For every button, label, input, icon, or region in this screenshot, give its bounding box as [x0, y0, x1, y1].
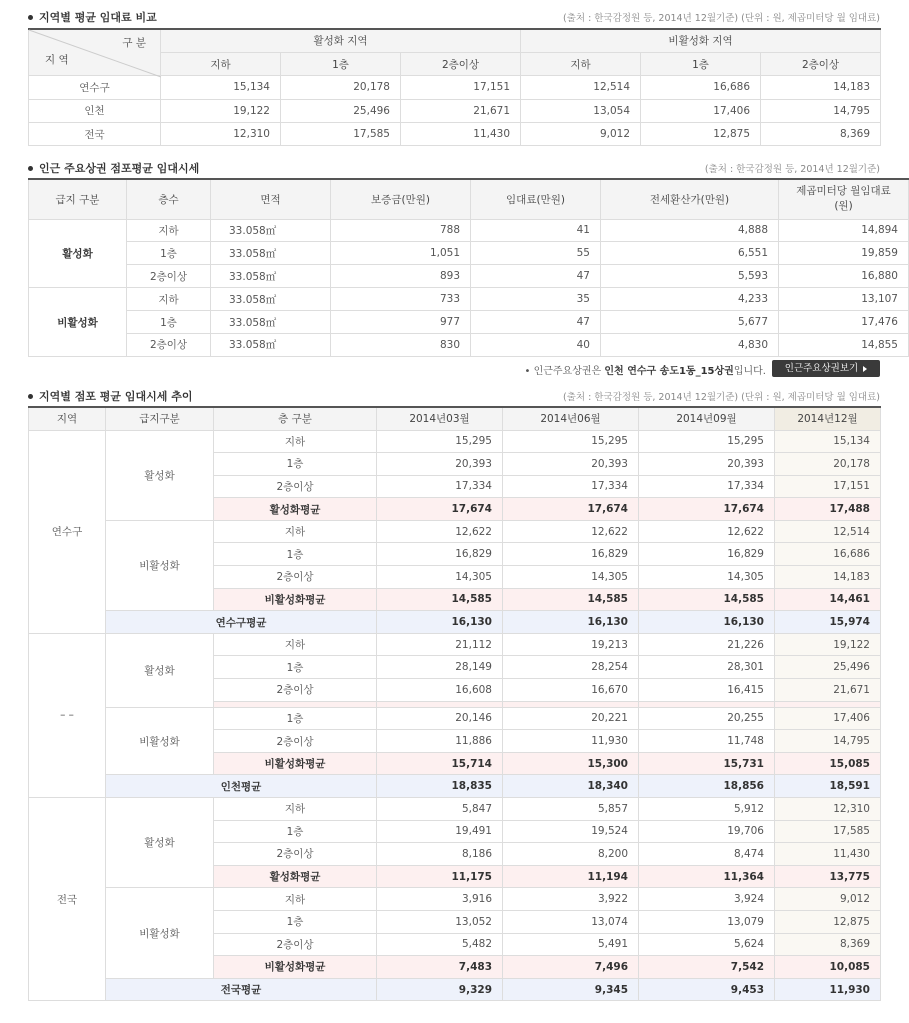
subtotal-value: 15,731: [639, 752, 775, 775]
value-cell: 21,671: [775, 679, 881, 702]
value-cell: 5,677: [601, 311, 779, 334]
floor-cell: 2층이상: [214, 475, 377, 498]
area-cell: 33.058㎡: [211, 288, 331, 311]
table-row: [29, 333, 909, 356]
region-total-value: 18,340: [503, 775, 639, 798]
section1-title: 지역별 평균 임대료 비교: [28, 9, 157, 25]
floor-cell: 지하: [127, 288, 211, 311]
floor-cell: 지하: [214, 633, 377, 656]
table-row: [29, 123, 881, 146]
value-cell: 17,334: [377, 475, 503, 498]
value-cell: 14,305: [377, 566, 503, 589]
value-cell: 17,406: [641, 99, 761, 122]
value-cell: 20,393: [503, 453, 639, 476]
value-cell: 19,524: [503, 820, 639, 843]
region-total-row: [29, 611, 881, 634]
section1-source: (출처 : 한국감정원 등, 2014년 12월기준) (단위 : 원, 제곱미터당 월 임대료): [563, 13, 880, 24]
column-header: 지역: [29, 407, 106, 430]
section3-title: 지역별 점포 평균 임대시세 추이: [28, 388, 192, 404]
value-cell: 13,079: [639, 910, 775, 933]
subtotal-value: 15,300: [503, 752, 639, 775]
value-cell: 16,880: [779, 265, 909, 288]
value-cell: 11,886: [377, 730, 503, 753]
column-header: 2014년09월: [639, 407, 775, 430]
value-cell: 12,622: [377, 520, 503, 543]
value-cell: 19,122: [161, 99, 281, 122]
value-cell: 16,829: [639, 543, 775, 566]
region-total-label: 인천평균: [106, 775, 377, 798]
floor-cell: 1층: [214, 910, 377, 933]
value-cell: 6,551: [601, 242, 779, 265]
floor-header: 2층이상: [401, 52, 521, 75]
value-cell: 28,301: [639, 656, 775, 679]
value-cell: 15,295: [377, 430, 503, 453]
region-cell: 전국: [29, 123, 161, 146]
table-row: [29, 520, 881, 543]
bullet-icon: [28, 394, 33, 399]
value-cell: 20,178: [775, 453, 881, 476]
floor-cell: 1층: [214, 707, 377, 730]
value-cell: 11,430: [401, 123, 521, 146]
value-cell: 14,305: [639, 566, 775, 589]
floor-cell: 1층: [127, 242, 211, 265]
value-cell: 5,912: [639, 798, 775, 821]
floor-header: 2층이상: [761, 52, 881, 75]
value-cell: 3,916: [377, 888, 503, 911]
area-cell: 33.058㎡: [211, 219, 331, 242]
column-header: 임대료(만원): [471, 179, 601, 219]
value-cell: 17,585: [775, 820, 881, 843]
value-cell: 28,149: [377, 656, 503, 679]
subtotal-value: 14,585: [639, 588, 775, 611]
note-text: • 인근주요상권은 인천 연수구 송도1동_15상권입니다.: [524, 366, 766, 377]
value-cell: 13,054: [521, 99, 641, 122]
zone-cell: 비활성화: [106, 888, 214, 978]
value-cell: 893: [331, 265, 471, 288]
zone-cell: 활성화: [106, 633, 214, 707]
value-cell: 20,393: [639, 453, 775, 476]
value-cell: 3,922: [503, 888, 639, 911]
section2-title: 인근 주요상권 점포평균 임대시세: [28, 160, 199, 176]
bullet-icon: [28, 15, 33, 20]
floor-header: 지하: [521, 52, 641, 75]
value-cell: 8,474: [639, 843, 775, 866]
group-inactive-header: 비활성화 지역: [521, 29, 881, 52]
group-active-header: 활성화 지역: [161, 29, 521, 52]
zone-cell: 비활성화: [106, 520, 214, 610]
floor-cell: 지하: [127, 219, 211, 242]
subtotal-value: 14,461: [775, 588, 881, 611]
value-cell: 830: [331, 333, 471, 356]
value-cell: 16,829: [377, 543, 503, 566]
region-total-label: 연수구평균: [106, 611, 377, 634]
region-total-row: [29, 978, 881, 1001]
rent-trend-table: [28, 406, 881, 1001]
floor-cell: 1층: [214, 543, 377, 566]
subtotal-value: 11,194: [503, 865, 639, 888]
value-cell: 20,178: [281, 76, 401, 99]
value-cell: 17,151: [775, 475, 881, 498]
floor-cell: 1층: [127, 311, 211, 334]
table-row: [29, 265, 909, 288]
value-cell: 9,012: [521, 123, 641, 146]
zone-cell: 비활성화: [106, 707, 214, 775]
value-cell: 12,622: [503, 520, 639, 543]
column-header: 2014년03월: [377, 407, 503, 430]
value-cell: 20,393: [377, 453, 503, 476]
floor-cell: 2층이상: [214, 730, 377, 753]
value-cell: 19,706: [639, 820, 775, 843]
subtotal-value: 14,585: [377, 588, 503, 611]
section1-header: [28, 9, 880, 25]
region-cell: – –: [29, 633, 106, 797]
region-total-value: 9,329: [377, 978, 503, 1001]
floor-cell: 지하: [214, 888, 377, 911]
region-cell: 인천: [29, 99, 161, 122]
value-cell: 14,183: [775, 566, 881, 589]
table-row: [29, 430, 881, 453]
nearby-rent-table: [28, 178, 909, 357]
value-cell: 17,334: [639, 475, 775, 498]
column-header: 제곱미터당 월임대료(원): [779, 179, 909, 219]
table-row: [29, 242, 909, 265]
floor-cell: 2층이상: [214, 679, 377, 702]
zone-cell: 활성화: [29, 219, 127, 288]
column-header: 보증금(만원): [331, 179, 471, 219]
value-cell: 16,829: [503, 543, 639, 566]
value-cell: 28,254: [503, 656, 639, 679]
value-cell: 12,875: [641, 123, 761, 146]
region-cell: 전국: [29, 798, 106, 1001]
value-cell: 13,052: [377, 910, 503, 933]
region-total-value: 18,856: [639, 775, 775, 798]
subtotal-label: 비활성화평균: [214, 588, 377, 611]
column-header: 층 구분: [214, 407, 377, 430]
value-cell: 5,847: [377, 798, 503, 821]
floor-cell: 1층: [214, 820, 377, 843]
value-cell: 17,151: [401, 76, 521, 99]
section3-source: (출처 : 한국감정원 등, 2014년 12월기준) (단위 : 원, 제곱미터당 월 임대료): [563, 392, 880, 403]
floor-cell: 2층이상: [214, 933, 377, 956]
subtotal-value: 7,483: [377, 956, 503, 979]
subtotal-value: 7,542: [639, 956, 775, 979]
subtotal-value: 7,496: [503, 956, 639, 979]
region-total-row: [29, 775, 881, 798]
corner-header: 구 분 지 역: [29, 29, 161, 76]
floor-cell: 지하: [214, 520, 377, 543]
value-cell: 19,122: [775, 633, 881, 656]
value-cell: 19,491: [377, 820, 503, 843]
value-cell: 788: [331, 219, 471, 242]
subtotal-value: 13,775: [775, 865, 881, 888]
value-cell: 16,670: [503, 679, 639, 702]
value-cell: 977: [331, 311, 471, 334]
table-row: [29, 707, 881, 730]
value-cell: 8,200: [503, 843, 639, 866]
value-cell: 16,686: [775, 543, 881, 566]
value-cell: 13,107: [779, 288, 909, 311]
value-cell: 47: [471, 311, 601, 334]
floor-cell: 지하: [214, 430, 377, 453]
floor-cell: 1층: [214, 453, 377, 476]
region-total-value: 16,130: [639, 611, 775, 634]
zone-cell: 비활성화: [29, 288, 127, 357]
subtotal-value: 11,364: [639, 865, 775, 888]
value-cell: 14,855: [779, 333, 909, 356]
region-total-value: 16,130: [377, 611, 503, 634]
table-body: [29, 76, 881, 146]
section2-source: (출처 : 한국감정원 등, 2014년 12월기준): [704, 164, 880, 175]
value-cell: 8,186: [377, 843, 503, 866]
region-cell: 연수구: [29, 430, 106, 633]
value-cell: 20,255: [639, 707, 775, 730]
subtotal-value: 15,085: [775, 752, 881, 775]
value-cell: 15,134: [775, 430, 881, 453]
value-cell: 8,369: [775, 933, 881, 956]
value-cell: 9,012: [775, 888, 881, 911]
region-total-value: 16,130: [503, 611, 639, 634]
table-row: [29, 633, 881, 656]
value-cell: 17,476: [779, 311, 909, 334]
floor-cell: 2층이상: [214, 843, 377, 866]
value-cell: 17,585: [281, 123, 401, 146]
subtotal-value: 15,714: [377, 752, 503, 775]
floor-header: 1층: [281, 52, 401, 75]
value-cell: 5,593: [601, 265, 779, 288]
value-cell: 25,496: [281, 99, 401, 122]
value-cell: 733: [331, 288, 471, 311]
region-cell: 연수구: [29, 76, 161, 99]
bullet-icon: [28, 166, 33, 171]
value-cell: 12,514: [521, 76, 641, 99]
table-row: [29, 99, 881, 122]
floor-header: 지하: [161, 52, 281, 75]
value-cell: 40: [471, 333, 601, 356]
value-cell: 41: [471, 219, 601, 242]
region-total-value: 9,453: [639, 978, 775, 1001]
arrow-right-icon: [863, 366, 867, 372]
table-body: [29, 430, 881, 1001]
value-cell: 17,406: [775, 707, 881, 730]
region-total-value: 18,591: [775, 775, 881, 798]
value-cell: 35: [471, 288, 601, 311]
column-header: 2014년06월: [503, 407, 639, 430]
subtotal-label: 활성화평균: [214, 498, 377, 521]
column-header: 급지 구분: [29, 179, 127, 219]
subtotal-label: 비활성화평균: [214, 752, 377, 775]
floor-cell: 2층이상: [214, 566, 377, 589]
value-cell: 21,671: [401, 99, 521, 122]
value-cell: 12,514: [775, 520, 881, 543]
subtotal-value: 10,085: [775, 956, 881, 979]
value-cell: 16,608: [377, 679, 503, 702]
table-body: [29, 219, 909, 356]
value-cell: 11,930: [503, 730, 639, 753]
value-cell: 20,146: [377, 707, 503, 730]
value-cell: 13,074: [503, 910, 639, 933]
subtotal-value: 14,585: [503, 588, 639, 611]
floor-header: 1층: [641, 52, 761, 75]
region-total-label: 전국평균: [106, 978, 377, 1001]
value-cell: 5,482: [377, 933, 503, 956]
value-cell: 15,295: [639, 430, 775, 453]
region-total-value: 18,835: [377, 775, 503, 798]
area-cell: 33.058㎡: [211, 333, 331, 356]
value-cell: 12,310: [775, 798, 881, 821]
value-cell: 19,213: [503, 633, 639, 656]
subtotal-value: 17,674: [377, 498, 503, 521]
table-row: [29, 311, 909, 334]
value-cell: 5,624: [639, 933, 775, 956]
value-cell: 14,795: [761, 99, 881, 122]
area-cell: 33.058㎡: [211, 265, 331, 288]
value-cell: 1,051: [331, 242, 471, 265]
table-row: [29, 288, 909, 311]
value-cell: 14,795: [775, 730, 881, 753]
value-cell: 17,334: [503, 475, 639, 498]
value-cell: 16,686: [641, 76, 761, 99]
value-cell: 21,226: [639, 633, 775, 656]
value-cell: 14,894: [779, 219, 909, 242]
value-cell: 4,233: [601, 288, 779, 311]
value-cell: 25,496: [775, 656, 881, 679]
column-header: 2014년12월: [775, 407, 881, 430]
value-cell: 20,221: [503, 707, 639, 730]
subtotal-value: 17,488: [775, 498, 881, 521]
value-cell: 16,415: [639, 679, 775, 702]
region-total-value: 9,345: [503, 978, 639, 1001]
value-cell: 4,888: [601, 219, 779, 242]
region-total-value: 11,930: [775, 978, 881, 1001]
subtotal-value: 11,175: [377, 865, 503, 888]
value-cell: 4,830: [601, 333, 779, 356]
section3-header: [28, 388, 880, 404]
value-cell: 47: [471, 265, 601, 288]
table-row: [29, 219, 909, 242]
value-cell: 55: [471, 242, 601, 265]
value-cell: 5,491: [503, 933, 639, 956]
subtotal-label: 활성화평균: [214, 865, 377, 888]
subtotal-label: 비활성화평균: [214, 956, 377, 979]
subtotal-value: 17,674: [639, 498, 775, 521]
floor-cell: 2층이상: [127, 333, 211, 356]
nearby-area-note: [28, 360, 880, 377]
value-cell: 5,857: [503, 798, 639, 821]
value-cell: 14,305: [503, 566, 639, 589]
value-cell: 19,859: [779, 242, 909, 265]
floor-cell: 지하: [214, 798, 377, 821]
area-cell: 33.058㎡: [211, 311, 331, 334]
section2-header: [28, 160, 880, 176]
floor-cell: 1층: [214, 656, 377, 679]
table-row: [29, 888, 881, 911]
view-nearby-area-button[interactable]: 인근주요상권보기: [772, 360, 880, 377]
value-cell: 14,183: [761, 76, 881, 99]
value-cell: 3,924: [639, 888, 775, 911]
region-total-value: 15,974: [775, 611, 881, 634]
column-header: 전세환산가(만원): [601, 179, 779, 219]
column-header: 급지구분: [106, 407, 214, 430]
area-cell: 33.058㎡: [211, 242, 331, 265]
column-header: 면적: [211, 179, 331, 219]
zone-cell: 활성화: [106, 430, 214, 520]
value-cell: 15,295: [503, 430, 639, 453]
value-cell: 12,875: [775, 910, 881, 933]
value-cell: 21,112: [377, 633, 503, 656]
value-cell: 11,430: [775, 843, 881, 866]
table-row: [29, 76, 881, 99]
column-header: 층수: [127, 179, 211, 219]
table-row: [29, 798, 881, 821]
floor-cell: 2층이상: [127, 265, 211, 288]
zone-cell: 활성화: [106, 798, 214, 888]
value-cell: 12,310: [161, 123, 281, 146]
subtotal-value: 17,674: [503, 498, 639, 521]
value-cell: 12,622: [639, 520, 775, 543]
value-cell: 8,369: [761, 123, 881, 146]
value-cell: 11,748: [639, 730, 775, 753]
value-cell: 15,134: [161, 76, 281, 99]
regional-rent-comparison-table: [28, 28, 881, 146]
